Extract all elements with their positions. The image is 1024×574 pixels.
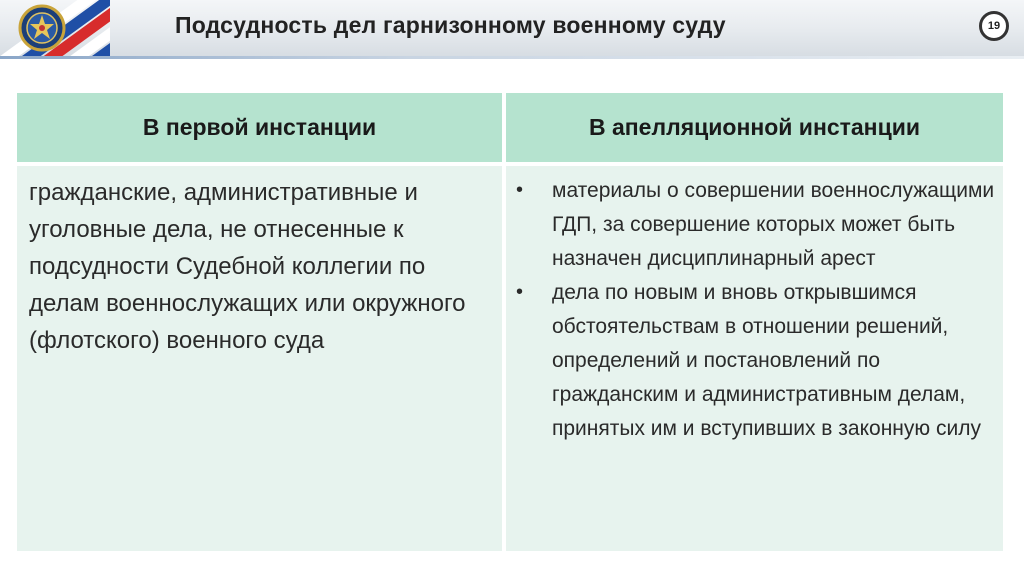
column-header-first-instance: В первой инстанции (17, 93, 502, 162)
first-instance-text: гражданские, административные и уголовные дела, не отнесенные к подсудности Судебной коллегии по делам военнослужащих или окружного (флотского) военного суда (29, 179, 466, 354)
header-divider (0, 56, 1024, 59)
cell-first-instance (17, 166, 502, 551)
page-number-badge: 19 (979, 11, 1009, 41)
list-item-text: дела по новым и вновь открывшимся обстоятельствам в отношении решений, определений и постановлений по гражданским и административным делам, принятых им и вступивших в законную силу (552, 281, 981, 440)
list-item-text: материалы о совершении военнослужащими ГДП, за совершение которых может быть назначен дисциплинарный арест (552, 179, 995, 270)
list-item (506, 174, 1003, 276)
bullet-icon: • (516, 281, 524, 303)
cell-appeal-instance (506, 166, 1003, 551)
header-bar (0, 0, 1024, 58)
appeal-list (506, 174, 1003, 446)
list-item (506, 276, 1003, 446)
bullet-icon: • (516, 179, 524, 201)
page-title: Подсудность дел гарнизонному военному суду (175, 12, 726, 38)
jurisdiction-table (17, 93, 1003, 551)
military-court-emblem-icon (18, 4, 66, 52)
column-header-appeal-instance: В апелляционной инстанции (506, 93, 1003, 162)
